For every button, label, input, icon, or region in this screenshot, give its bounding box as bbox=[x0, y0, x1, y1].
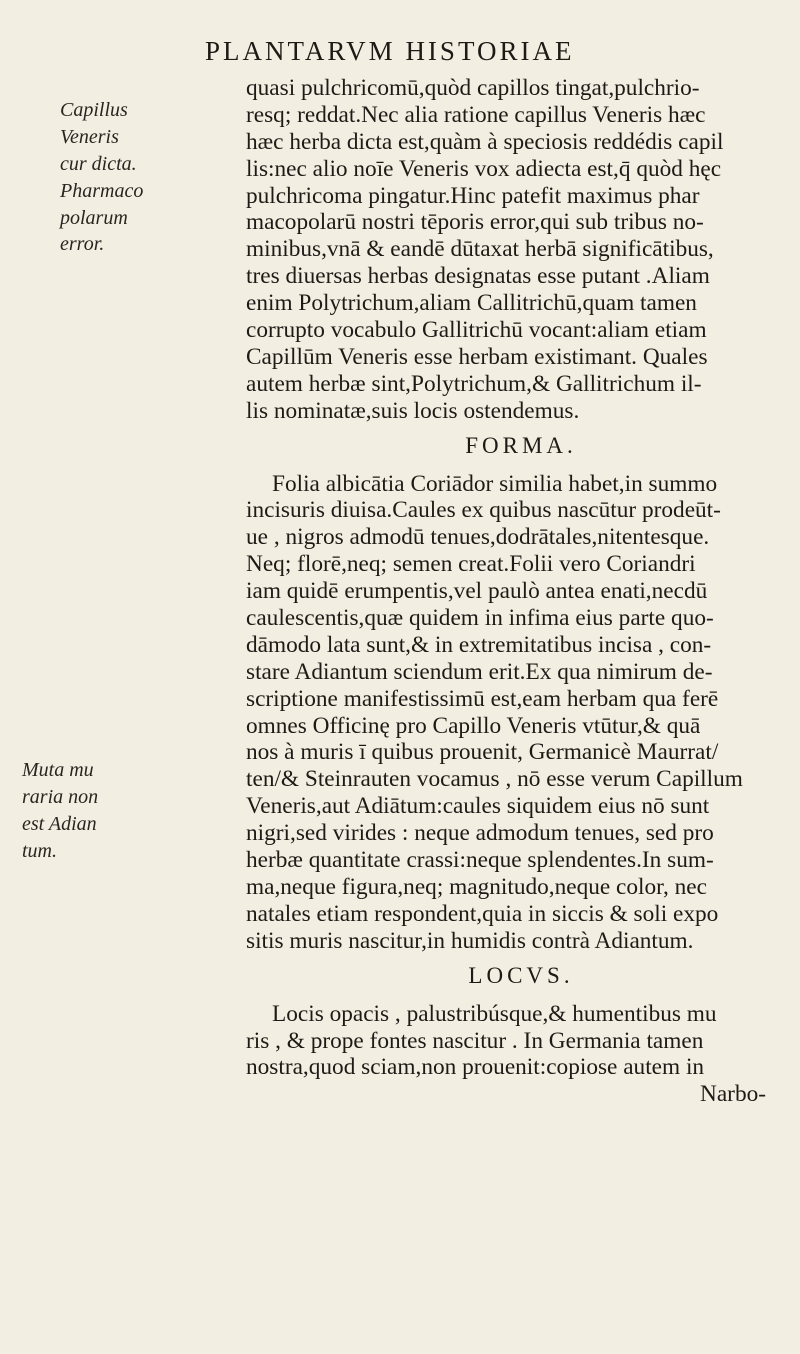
text-line: nos à muris ī quibus prouenit, Germanicè Maurrat/ bbox=[246, 739, 719, 766]
text-line: incisuris diuisa.Caules ex quibus nascūtur prodeūt- bbox=[246, 497, 721, 524]
section-heading-forma: FORMA. bbox=[465, 432, 577, 458]
margin-note-line: Muta mu bbox=[22, 759, 94, 781]
text-line: macopolarū nostri tēporis error,qui sub tribus no- bbox=[246, 209, 704, 236]
text-line: Neq; florē,neq; semen creat.Folii vero Coriandri bbox=[246, 551, 696, 578]
text-line: ten/& Steinrauten vocamus , nō esse verum Capillum bbox=[246, 766, 743, 793]
margin-note-line: tum. bbox=[22, 839, 57, 862]
text-line: omnes Officinę pro Capillo Veneris vtūtur,& quā bbox=[246, 712, 701, 739]
text-line: minibus,vnā & eandē dūtaxat herbā significātibus, bbox=[246, 236, 714, 263]
text-line: dāmodo lata sunt,& in extremitatibus incisa , con- bbox=[246, 631, 712, 658]
text-line: Locis opacis , palustribúsque,& humentibus mu bbox=[272, 1000, 717, 1027]
running-head: PLANTARVM HISTORIAE bbox=[205, 36, 575, 66]
margin-note-line: Veneris bbox=[60, 125, 119, 148]
text-line: scriptione manifestissimū est,eam herbam qua ferē bbox=[246, 685, 719, 712]
text-line: hæc herba dicta est,quàm à speciosis reddédis capil bbox=[246, 128, 724, 155]
text-line: sitis muris nascitur,in humidis contrà Adiantum. bbox=[246, 927, 694, 954]
text-line: caulescentis,quæ quidem in infima eius parte quo- bbox=[246, 605, 714, 632]
margin-note-muta bbox=[22, 757, 132, 865]
catchword: Narbo- bbox=[700, 1081, 766, 1108]
text-line: Capillūm Veneris esse herbam existimant. Quales bbox=[246, 343, 708, 370]
text-line: quasi pulchricomū,quòd capillos tingat,pulchrio- bbox=[246, 75, 700, 101]
text-line: natales etiam respondent,quia in siccis & soli expo bbox=[246, 900, 719, 927]
margin-note-line: est Adian bbox=[22, 812, 97, 835]
text-line: tres diuersas herbas designatas esse putant .Aliam bbox=[246, 263, 710, 290]
margin-note-line: Capillus bbox=[60, 99, 128, 121]
text-line: enim Polytrichum,aliam Callitrichū,quam tamen bbox=[246, 290, 697, 317]
main-text bbox=[246, 75, 776, 1108]
text-line: Folia albicātia Coriādor similia habet,in summo bbox=[272, 470, 718, 497]
text-line: corrupto vocabulo Gallitrichū vocant:aliam etiam bbox=[246, 317, 707, 344]
margin-note-line: error. bbox=[60, 233, 105, 256]
margin-note-line: raria non bbox=[22, 785, 99, 808]
text-line: iam quidē erumpentis,vel paulò antea enati,necdū bbox=[246, 578, 708, 605]
margin-note-line: cur dicta. bbox=[60, 152, 137, 175]
text-line: stare Adiantum sciendum erit.Ex qua nimirum de- bbox=[246, 658, 713, 685]
text-line: pulchricoma pingatur.Hinc patefit maximus phar bbox=[246, 182, 700, 209]
text-line: ris , & prope fontes nascitur . In Germania tamen bbox=[246, 1027, 704, 1054]
text-line: nostra,quod sciam,non prouenit:copiose autem in bbox=[246, 1054, 705, 1081]
text-line: lis:nec alio noīe Veneris vox adiecta est,q̄ quòd hęc bbox=[246, 155, 722, 182]
text-line: herbæ quantitate crassi:neque splendentes.In sum- bbox=[246, 847, 714, 874]
text-line: ue , nigros admodū tenues,dodrātales,nitentesque. bbox=[246, 524, 710, 551]
text-line: resq; reddat.Nec alia ratione capillus Veneris hæc bbox=[246, 101, 706, 128]
text-line: autem herbæ sint,Polytrichum,& Gallitrichum il- bbox=[246, 370, 702, 397]
margin-note-line: polarum bbox=[60, 206, 128, 229]
text-line: lis nominatæ,suis locis ostendemus. bbox=[246, 397, 580, 424]
section-heading-locus: LOCVS. bbox=[468, 962, 574, 988]
text-line: Veneris,aut Adiātum:caules siquidem eius nō sunt bbox=[246, 793, 710, 820]
margin-note-line: Pharmaco bbox=[60, 179, 144, 202]
text-line: ma,neque figura,neq; magnitudo,neque color, nec bbox=[246, 873, 707, 900]
margin-note-capillus bbox=[60, 97, 170, 258]
text-line: nigri,sed virides : neque admodum tenues, sed pro bbox=[246, 820, 714, 847]
